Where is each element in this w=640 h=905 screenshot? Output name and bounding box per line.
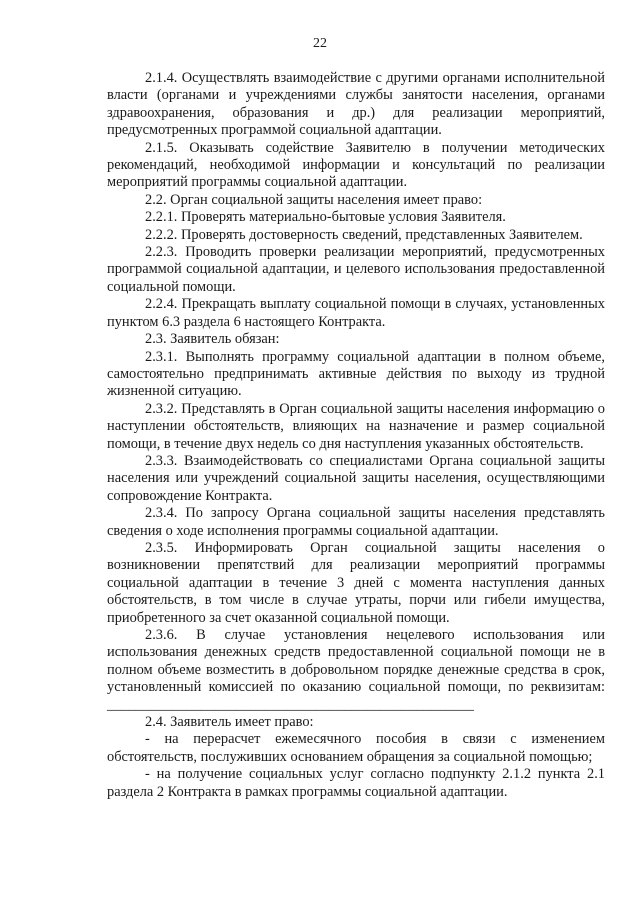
paragraph-2-3: 2.3. Заявитель обязан: xyxy=(145,331,280,348)
paragraph-2-2: 2.2. Орган социальной защиты населения имеет право: xyxy=(145,191,483,208)
paragraph-2-2-4: 2.2.4. Прекращать выплату социальной помощи в случаях, установленных пунктом 6.3 раздела 6 настоящего Контракта. xyxy=(107,296,605,330)
paragraph-2-4: 2.4. Заявитель имеет право: xyxy=(145,714,314,731)
paragraph-2-3-6: 2.3.6. В случае установления нецелевого использования или использования денежных средств предоставленной социальной помощи не в полном объеме возместить в добровольном порядке денежные средства в срок, установленный комиссией по оказанию социальной помощи, по реквизитам: ___________________________________________________ xyxy=(107,627,605,713)
paragraph-2-3-5: 2.3.5. Информировать Орган социальной защиты населения о возникновении препятствий для реализации мероприятий программы социальной адаптации в течение 3 дней с момента наступления данных обстоятельств, в том числе в случае утраты, порчи или гибели имущества, приобретенного за счет оказанной социальной помощи. xyxy=(107,539,605,626)
page-number: 22 xyxy=(313,36,327,51)
paragraph-2-2-3: 2.2.3. Проводить проверки реализации мероприятий, предусмотренных программой социальной адаптации, и целевого использования предоставленной социальной помощи. xyxy=(107,244,605,295)
document-body xyxy=(107,70,605,801)
paragraph-2-1-4: 2.1.4. Осуществлять взаимодействие с другими органами исполнительной власти (органами и учреждениями службы занятости населения, органами здравоохранения, образования и др.) для реализации мероприятий, предусмотренных программой социальной адаптации. xyxy=(107,70,605,139)
paragraph-2-3-1: 2.3.1. Выполнять программу социальной адаптации в полном объеме, самостоятельно предпринимать активные действия по выходу из трудной жизненной ситуацию. xyxy=(107,348,605,400)
paragraph-2-1-5: 2.1.5. Оказывать содействие Заявителю в получении методических рекомендаций, необходимой информации и консультаций по реализации мероприятий программы социальной адаптации. xyxy=(107,139,605,191)
paragraph-2-4-item-2: - на получение социальных услуг согласно подпункту 2.1.2 пункта 2.1 раздела 2 Контракта в рамках программы социальной адаптации. xyxy=(107,766,605,800)
paragraph-2-2-2: 2.2.2. Проверять достоверность сведений, представленных Заявителем. xyxy=(145,226,583,243)
paragraph-2-4-item-1: - на перерасчет ежемесячного пособия в связи с изменением обстоятельств, послуживших основанием обращения за социальной помощью; xyxy=(107,731,605,765)
paragraph-2-3-2: 2.3.2. Представлять в Орган социальной защиты населения информацию о наступлении обстоятельств, влияющих на назначение и размер социальной помощи, в течение двух недель со дня наступления указанных обстоятельств. xyxy=(107,400,605,452)
paragraph-2-2-1: 2.2.1. Проверять материально-бытовые условия Заявителя. xyxy=(145,209,506,226)
paragraph-2-3-3: 2.3.3. Взаимодействовать со специалистами Органа социальной защиты населения или учреждений социальной защиты населения, осуществляющими сопровождение Контракта. xyxy=(107,452,605,504)
paragraph-2-3-4: 2.3.4. По запросу Органа социальной защиты населения представлять сведения о ходе исполнения программы социальной адаптации. xyxy=(107,505,605,539)
